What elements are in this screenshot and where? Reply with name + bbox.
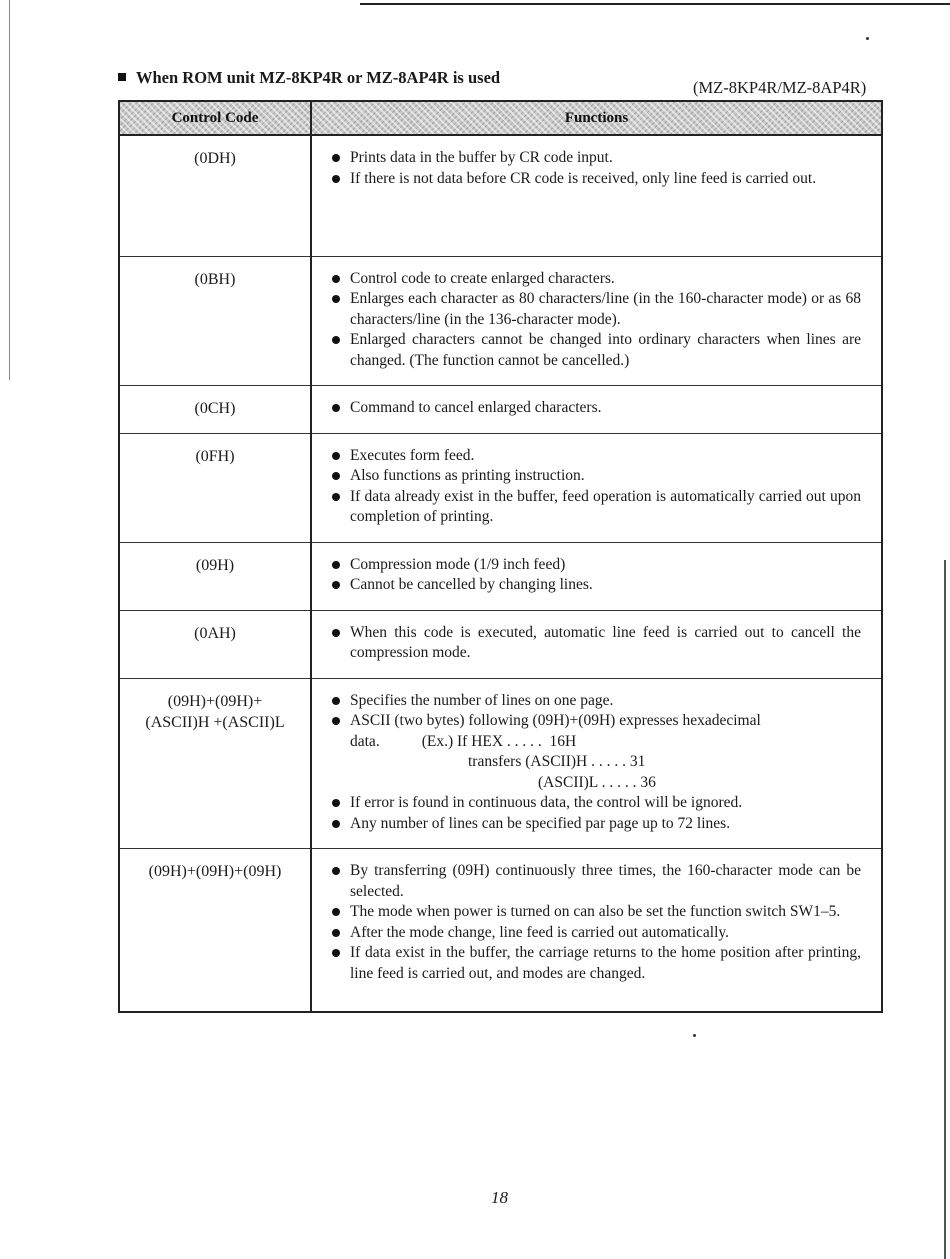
table-row: [119, 678, 882, 849]
function-text: Enlarged characters cannot be changed into ordinary characters when lines are changed. (The function cannot be cancelled.): [350, 331, 861, 369]
control-code: (0CH): [194, 400, 236, 417]
table-header-row: [119, 101, 882, 135]
control-code: (0DH): [194, 150, 236, 167]
table-row: [119, 386, 882, 434]
function-text: If error is found in continuous data, the control will be ignored.: [350, 794, 743, 811]
header-functions: Functions: [311, 101, 882, 135]
function-text: Cannot be cancelled by changing lines.: [350, 576, 593, 593]
control-code: (0AH): [194, 624, 236, 642]
bullet-icon: [332, 949, 340, 957]
function-text: Any number of lines can be specified par page up to 72 lines.: [350, 814, 731, 832]
function-text: If data already exist in the buffer, feed operation is automatically carried out upon completion of printing.: [350, 487, 861, 525]
function-list: [330, 446, 861, 528]
table-row: [119, 849, 882, 1012]
function-text: ASCII (two bytes) following (09H)+(09H) expresses hexadecimal: [350, 712, 761, 729]
function-item: [330, 487, 861, 528]
bullet-icon: [332, 820, 340, 828]
function-item: [330, 575, 861, 596]
control-code: (09H)+(09H)+(09H): [148, 863, 282, 880]
example-line-2: transfers (ASCII)H . . . . . 31: [468, 753, 646, 770]
function-text: Also functions as printing instruction.: [350, 467, 585, 484]
control-code: (ASCII)H +(ASCII)L: [145, 713, 285, 731]
functions-cell: [311, 135, 882, 256]
function-text: Command to cancel enlarged characters.: [350, 399, 602, 416]
table-row: [119, 256, 882, 386]
functions-cell: [311, 386, 882, 434]
control-code: (09H)+(09H)+: [167, 692, 263, 710]
function-text: When this code is executed, automatic line feed is carried out to cancell the compression mode.: [350, 623, 861, 661]
functions-cell: [311, 610, 882, 678]
function-text: If data exist in the buffer, the carriage returns to the home position after printing, line feed is carried out, and modes are changed.: [350, 944, 861, 982]
table-row: [119, 135, 882, 256]
function-item: [330, 793, 861, 814]
control-code-cell: [119, 678, 311, 849]
bullet-icon: [332, 629, 340, 637]
bullet-icon: [332, 493, 340, 501]
control-code: (0BH): [194, 270, 236, 288]
bullet-icon: [332, 561, 340, 569]
function-item: [330, 330, 861, 371]
function-text: Executes form feed.: [350, 446, 475, 464]
bullet-icon: [332, 908, 340, 916]
bullet-icon: [332, 799, 340, 807]
function-item: [330, 861, 861, 902]
function-text: Prints data in the buffer by CR code input.: [350, 149, 613, 166]
function-text: Control code to create enlarged characters.: [350, 269, 615, 287]
page-number: 18: [491, 1188, 508, 1207]
function-item: [330, 711, 861, 793]
functions-cell: [311, 678, 882, 849]
function-item: [330, 466, 861, 487]
functions-cell: [311, 849, 882, 1012]
scan-speck: [693, 1034, 696, 1037]
table-row: [119, 610, 882, 678]
bullet-icon: [332, 581, 340, 589]
bullet-icon: [332, 717, 340, 725]
bullet-icon: [332, 452, 340, 460]
bullet-icon: [332, 154, 340, 162]
control-code-cell: [119, 386, 311, 434]
control-code-cell: [119, 433, 311, 542]
control-code-cell: [119, 849, 311, 1012]
function-item: [330, 269, 861, 290]
function-item: [330, 148, 861, 169]
function-item: [330, 943, 861, 984]
bullet-icon: [332, 929, 340, 937]
page-edge-left: [9, 0, 10, 380]
function-item: [330, 169, 861, 190]
control-code-cell: [119, 610, 311, 678]
function-item: [330, 289, 861, 330]
example-lead: data.: [350, 732, 380, 750]
function-item: [330, 691, 861, 712]
function-item: [330, 814, 861, 835]
header-control-code: Control Code: [119, 101, 311, 135]
function-list: [330, 691, 861, 835]
function-list: [330, 623, 861, 664]
functions-cell: [311, 433, 882, 542]
scan-speck: [866, 37, 869, 40]
function-text: Compression mode (1/9 inch feed): [350, 555, 566, 573]
bullet-icon: [332, 404, 340, 412]
function-text: After the mode change, line feed is carried out automatically.: [350, 923, 730, 941]
top-rule: [360, 3, 950, 5]
page-edge-right: [944, 560, 946, 1259]
function-item: [330, 902, 861, 923]
function-text: Enlarges each character as 80 characters/line (in the 160-character mode) or as 68 characters/line (in the 136-character mode).: [350, 290, 861, 328]
functions-cell: [311, 542, 882, 610]
function-text: If there is not data before CR code is received, only line feed is carried out.: [350, 169, 817, 187]
functions-cell: [311, 256, 882, 386]
section-heading-text: When ROM unit MZ-8KP4R or MZ-8AP4R is used: [136, 68, 501, 87]
function-item: [330, 623, 861, 664]
function-text: The mode when power is turned on can also be set the function switch SW1–5.: [350, 903, 841, 920]
section-heading: [118, 68, 500, 88]
control-code-cell: [119, 135, 311, 256]
function-item: [330, 446, 861, 467]
model-note: (MZ-8KP4R/MZ-8AP4R): [693, 78, 867, 97]
function-list: [330, 148, 861, 189]
control-code-cell: [119, 542, 311, 610]
control-code-cell: [119, 256, 311, 386]
bullet-icon: [332, 295, 340, 303]
function-text: Specifies the number of lines on one page.: [350, 691, 614, 709]
function-list: [330, 861, 861, 984]
control-code: (0FH): [195, 447, 235, 465]
example-block: [350, 732, 861, 753]
function-text: By transferring (09H) continuously three times, the 160-character mode can be selected.: [350, 862, 861, 900]
bullet-icon: [332, 867, 340, 875]
function-list: [330, 555, 861, 596]
function-list: [330, 398, 861, 419]
function-list: [330, 269, 861, 372]
example-line-1: (Ex.) If HEX . . . . . 16H: [421, 732, 577, 750]
control-code: (09H): [195, 556, 235, 574]
square-bullet-icon: [118, 73, 126, 81]
bullet-icon: [332, 697, 340, 705]
bullet-icon: [332, 275, 340, 283]
bullet-icon: [332, 472, 340, 480]
function-item: [330, 398, 861, 419]
function-item: [330, 555, 861, 576]
table-row: [119, 542, 882, 610]
bullet-icon: [332, 336, 340, 344]
function-item: [330, 923, 861, 944]
example-line-3: (ASCII)L . . . . . 36: [538, 773, 656, 791]
bullet-icon: [332, 175, 340, 183]
control-code-table: [118, 100, 883, 1013]
table-row: [119, 433, 882, 542]
